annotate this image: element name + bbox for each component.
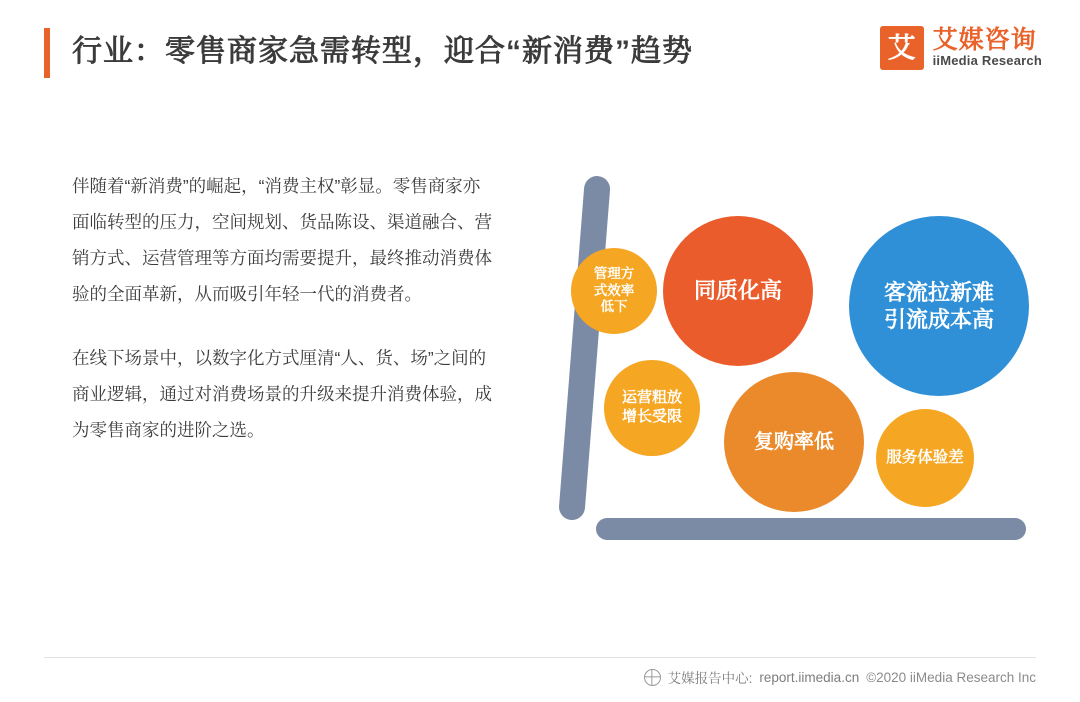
- bubble-line-1: 客流拉新难: [883, 279, 994, 305]
- bubble-text: [884, 279, 994, 334]
- laptop-screen-shape: [558, 175, 611, 521]
- footer-copyright: ©2020 iiMedia Research Inc: [866, 669, 1036, 685]
- bubble-text: [622, 389, 682, 427]
- bubble-text: [754, 430, 834, 455]
- laptop-base-shape: [596, 518, 1026, 540]
- logo-text: [933, 27, 1042, 69]
- bubble-service-experience: [876, 409, 974, 507]
- bubble-text: [886, 448, 964, 467]
- bubble-text: [594, 266, 635, 317]
- bubble-text: [694, 277, 782, 305]
- paragraph-1: 伴随着“新消费”的崛起，“消费主权”彰显。零售商家亦面临转型的压力，空间规划、货品陈设、渠道融合、营销方式、运营管理等方面均需要提升，最终推动消费体验的全面革新，从而吸引年轻一代的消费者。: [72, 176, 492, 304]
- bubble-line-1: 管理方: [593, 265, 635, 281]
- bubble-line-1: 复购率低: [754, 430, 834, 453]
- bubble-line-2: 增长受限: [621, 408, 682, 425]
- bubble-line-2: 式效率: [593, 282, 635, 298]
- paragraph-2: 在线下场景中，以数字化方式厘清“人、货、场”之间的商业逻辑，通过对消费场景的升级来提升消费体验，成为零售商家的进阶之选。: [72, 348, 492, 440]
- logo-name-cn: 艾媒咨询: [932, 26, 1037, 54]
- body-copy: [72, 168, 497, 448]
- slide-header: [0, 0, 1080, 105]
- bubble-line-1: 同质化高: [693, 278, 782, 304]
- title-accent-bar: [44, 28, 50, 78]
- bubble-repurchase-rate: [724, 372, 864, 512]
- footer-url[interactable]: report.iimedia.cn: [759, 669, 860, 685]
- bubble-line-3: 低下: [600, 299, 628, 315]
- slide-footer: [644, 667, 1036, 687]
- globe-icon: [644, 669, 661, 686]
- bubble-line-1: 服务体验差: [886, 449, 964, 467]
- footer-brand: 艾媒报告中心:: [667, 671, 753, 686]
- footer-divider: [44, 657, 1036, 658]
- logo: [880, 26, 1042, 70]
- bubble-line-2: 引流成本高: [883, 307, 994, 332]
- bubble-rough-operation: [604, 360, 700, 456]
- page-title: 行业：零售商家急需转型，迎合“新消费”趋势: [72, 35, 693, 68]
- bubble-traffic-acquisition: [849, 216, 1029, 396]
- bubble-line-1: 运营粗放: [621, 389, 682, 407]
- bubble-manage-efficiency: [571, 248, 657, 334]
- logo-mark-icon: 艾: [880, 26, 924, 70]
- logo-name-en: iiMedia Research: [932, 53, 1042, 68]
- bubble-homogenization: [663, 216, 813, 366]
